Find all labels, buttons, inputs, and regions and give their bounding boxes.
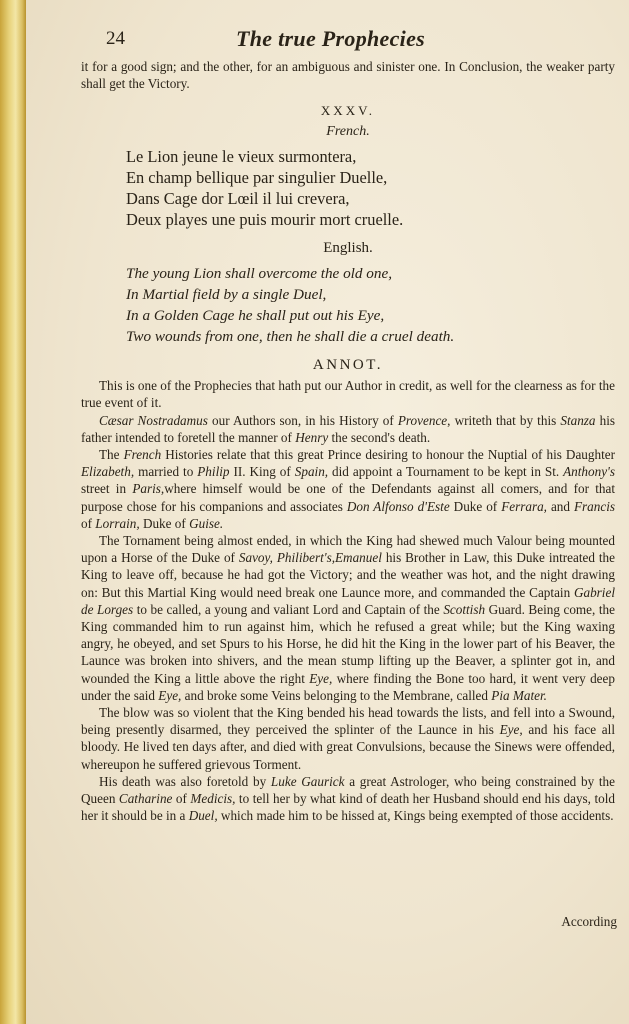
- text-run: a great Astrologer, who being constrained by the Queen: [81, 773, 616, 807]
- text-run: His death was also foretold by: [99, 773, 271, 789]
- verse-line: Deux playes une puis mourir mort cruelle.: [126, 209, 404, 229]
- annot-paragraph: [81, 704, 615, 773]
- annot-paragraph: [81, 412, 615, 446]
- french-verse: [81, 146, 615, 230]
- text-run: the second's death.: [328, 429, 431, 445]
- text-run: Duke of: [139, 515, 190, 531]
- text-run: The: [99, 447, 124, 463]
- term: Eye,: [309, 670, 333, 686]
- text-run: to be called, a young and valiant Lord and Captain of the: [133, 601, 444, 617]
- text-run: Guard. Being come, the King commanded him to run against him, which he refused a great while; but the King waxing angry, he obeyed, and set Spurs to his Horse, he did hit the King in the lower part of his Beaver, the Launce was broken into shivers, and the mean stump lifting up the Beaver, a splinter got in, and wounded the King a little above the right: [81, 601, 615, 686]
- page-number: 24: [106, 28, 125, 49]
- term: Scottish: [443, 601, 486, 617]
- person-name: Medicis,: [190, 791, 236, 807]
- person-name: Don Alfonso d'Este: [346, 498, 450, 514]
- text-run: where himself would be one of the Defendants against all comers, and for that purpose chose for his companions and associates: [81, 481, 615, 514]
- annot-paragraph: [81, 446, 615, 532]
- verse-line: The young Lion shall overcome the old one,: [126, 265, 393, 283]
- annot-paragraph: [81, 773, 615, 825]
- term: Duel,: [188, 808, 218, 824]
- term: French: [123, 447, 162, 463]
- french-label: French.: [326, 123, 370, 139]
- page-body: [81, 58, 615, 825]
- person-name: Savoy, Philibert's,: [238, 550, 335, 566]
- text-run: The blow was so violent that the King bended his head towards the lists, and fell into a Swound, being presently disarmed, they perceived the splinter of the Launce in his: [81, 705, 615, 738]
- continuation-text: it for a good sign; and the other, for an ambiguous and sinister one. In Conclusion, the weaker party shall get the Victory.: [81, 59, 615, 92]
- person-name: Francis: [573, 498, 616, 514]
- stanza-number: XXXV.: [320, 103, 376, 119]
- text-run: , writeth that by this: [447, 412, 561, 428]
- person-name: Anthony's: [563, 464, 616, 480]
- text-run: of: [172, 791, 191, 807]
- verse-line: In a Golden Cage he shall put out his Eye,: [126, 307, 385, 325]
- text-run: and: [546, 498, 574, 514]
- term: Eye,: [158, 687, 182, 703]
- place-name: Ferrara,: [501, 498, 547, 514]
- place-name: Paris,: [132, 481, 165, 497]
- text-run: street in: [81, 481, 133, 497]
- text-run: The Tornament being almost ended, in which the King had shewed much Valour being mounted upon a Horse of the Duke of: [81, 533, 615, 566]
- running-head: [106, 26, 626, 52]
- text-run: and his face all bloody. He lived ten days after, and died with great Convulsions, because the Sinews were offended, whereupon he suffered grievous Torment.: [81, 722, 615, 772]
- text-run: Duke of: [449, 498, 502, 514]
- text-run: married to: [134, 464, 198, 480]
- place-name: Provence: [397, 412, 448, 428]
- text-run: to tell her by what kind of death her Husband should end his days, told her it should be in a: [81, 791, 615, 824]
- person-name: Philip: [197, 464, 230, 480]
- english-verse: [81, 263, 615, 347]
- text-run: of: [81, 515, 96, 531]
- text-run: our Authors son, in his History of: [207, 412, 398, 428]
- term: Pia Mater.: [491, 687, 547, 703]
- verse-line: En champ bellique par singulier Duelle,: [126, 167, 388, 187]
- text-run: where finding the Bone too hard, it went very deep under the said: [81, 670, 615, 703]
- verse-line: Le Lion jeune le vieux surmontera,: [126, 146, 357, 166]
- person-name: Luke Gaurick: [270, 773, 345, 789]
- place-name: Spain,: [294, 464, 329, 480]
- place-name: Guise.: [189, 515, 224, 531]
- term: Stanza: [560, 412, 596, 428]
- person-name: Henry: [295, 429, 329, 445]
- text-run: did appoint a Tournament to be kept in St.: [328, 464, 564, 480]
- text-run: Histories relate that this great Prince desiring to honour the Nuptial of his Daughter: [161, 447, 616, 463]
- running-title: The true Prophecies: [236, 26, 426, 51]
- annot-paragraph: This is one of the Prophecies that hath put our Author in credit, as well for the clearness as for the true event of it.: [81, 378, 615, 411]
- person-name: Emanuel: [335, 550, 382, 566]
- person-name: Gabriel de Lorges: [81, 584, 615, 617]
- person-name: Cæsar Nostradamus: [99, 412, 208, 428]
- annotation-heading: ANNOT.: [312, 357, 384, 374]
- place-name: Lorrain,: [95, 515, 140, 531]
- text-run: which made him to be hissed at, Kings being exempted of those accidents.: [217, 808, 614, 824]
- text-run: his father intended to foretell the manner of: [81, 412, 616, 445]
- annot-paragraph: [81, 532, 615, 704]
- term: Eye,: [499, 722, 523, 738]
- text-run: his Brother in Law, this Duke intreated the King to leave off, because he had got the Victory; and the weather was hot, and the night drawing on: But this Martial King would need break one Launce more, and commanded the Captain: [81, 550, 615, 600]
- verse-line: Dans Cage dor Lœil il lui crevera,: [126, 188, 350, 208]
- verse-line: In Martial field by a single Duel,: [126, 286, 327, 304]
- verse-line: Two wounds from one, then he shall die a cruel death.: [126, 328, 455, 346]
- text-run: II. King of: [229, 464, 295, 480]
- person-name: Elizabeth,: [81, 464, 135, 480]
- text-run: and broke some Veins belonging to the Membrane, called: [181, 687, 492, 703]
- english-label: English.: [323, 239, 373, 256]
- catchword: According: [561, 914, 617, 929]
- gilt-page-edge: [0, 0, 26, 1024]
- person-name: Catharine: [118, 791, 173, 807]
